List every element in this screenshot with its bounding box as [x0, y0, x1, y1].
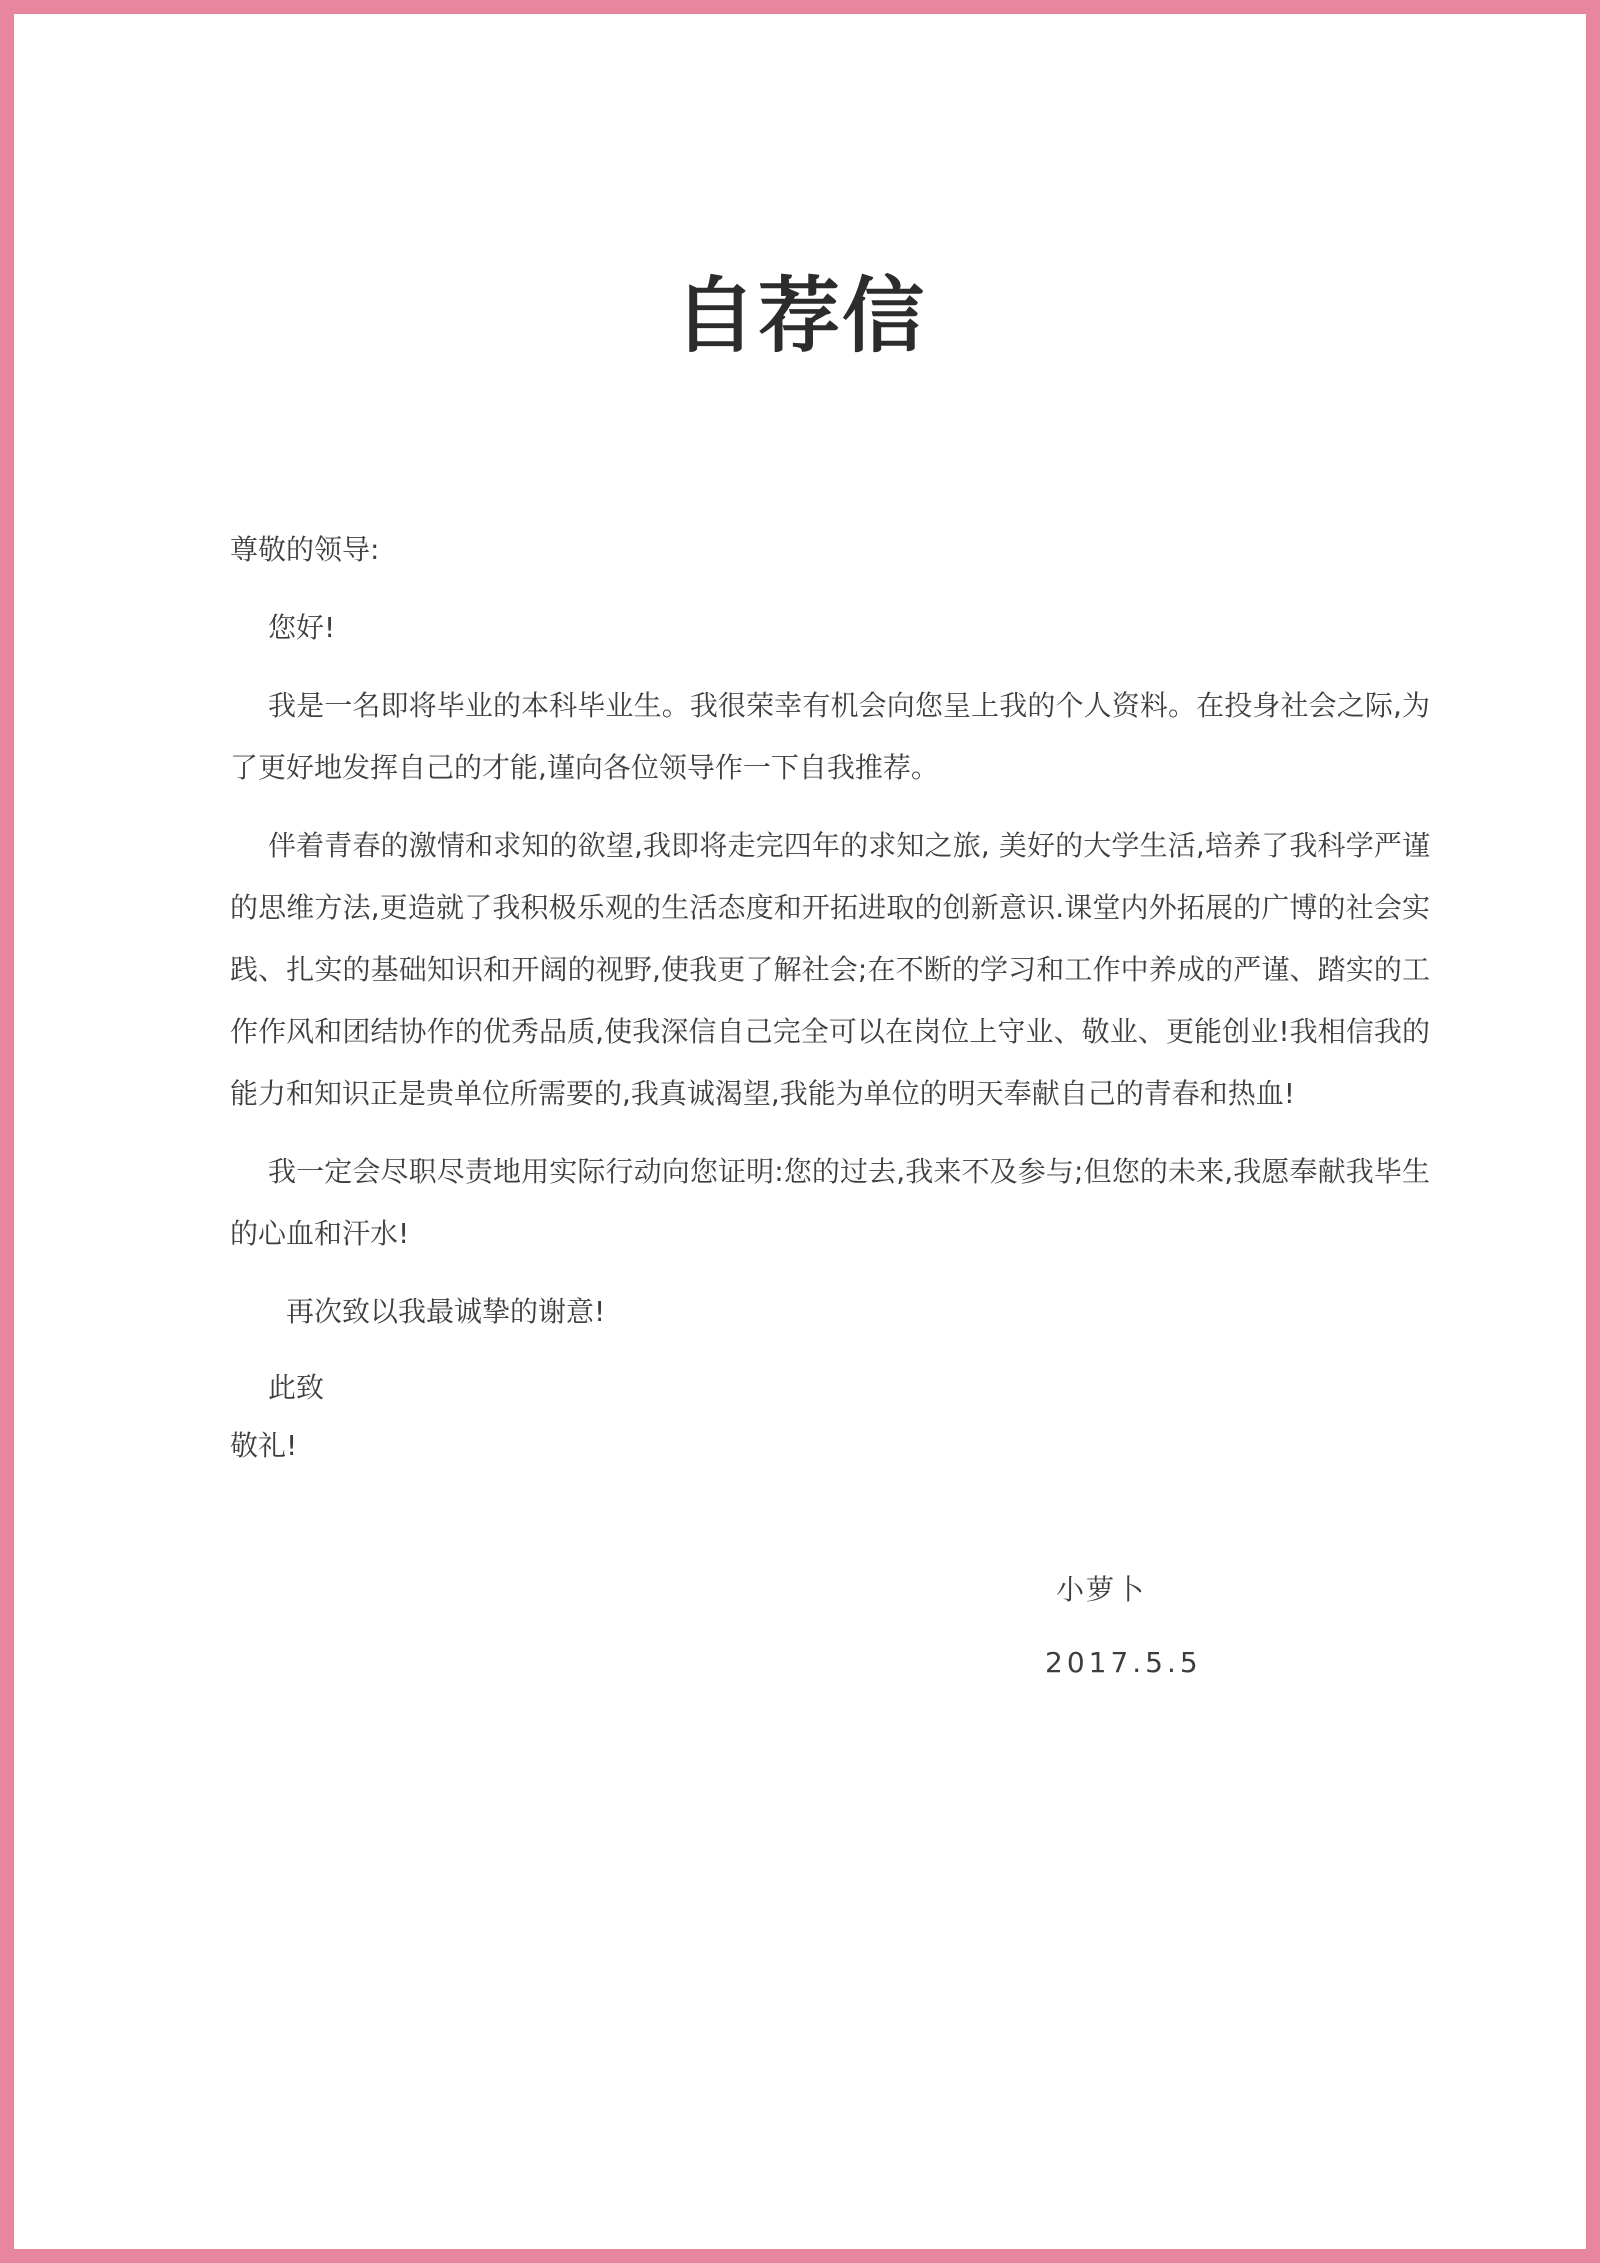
closing-line-2: 敬礼! [230, 1429, 298, 1462]
thanks-line: 再次致以我最诚挚的谢意! [286, 1295, 606, 1328]
salutation: 尊敬的领导: [230, 533, 380, 566]
closing-line-1: 此致 [268, 1371, 325, 1404]
paragraph-commitment: 我一定会尽职尽责地用实际行动向您证明:您的过去,我来不及参与;但您的未来,我愿奉献我毕生的心血和汗水! [230, 1155, 1430, 1250]
paragraph-experience: 伴着青春的激情和求知的欲望,我即将走完四年的求知之旅, 美好的大学生活,培养了我科学严谨的思维方法,更造就了我积极乐观的生活态度和开拓进取的创新意识.课堂内外拓展的广博的社会实践、扎实的基础知识和开阔的视野,使我更了解社会;在不断的学习和工作中养成的严谨、踏实的工作作风和团结协作的优秀品质,使我深信自己完全可以在岗位上守业、敬业、更能创业!我相信我的能力和知识正是贵单位所需要的,我真诚渴望,我能为单位的明天奉献自己的青春和热血! [230, 829, 1430, 1110]
signature-name: 小萝卜 [1056, 1573, 1147, 1606]
greeting: 您好! [268, 611, 336, 644]
signature-date: 2017.5.5 [1045, 1646, 1202, 1679]
letter-title: 自荐信 [673, 269, 926, 364]
letter-body [230, 519, 1430, 1475]
paragraph-intro: 我是一名即将毕业的本科毕业生。我很荣幸有机会向您呈上我的个人资料。在投身社会之际,为了更好地发挥自己的才能,谨向各位领导作一下自我推荐。 [230, 689, 1430, 784]
